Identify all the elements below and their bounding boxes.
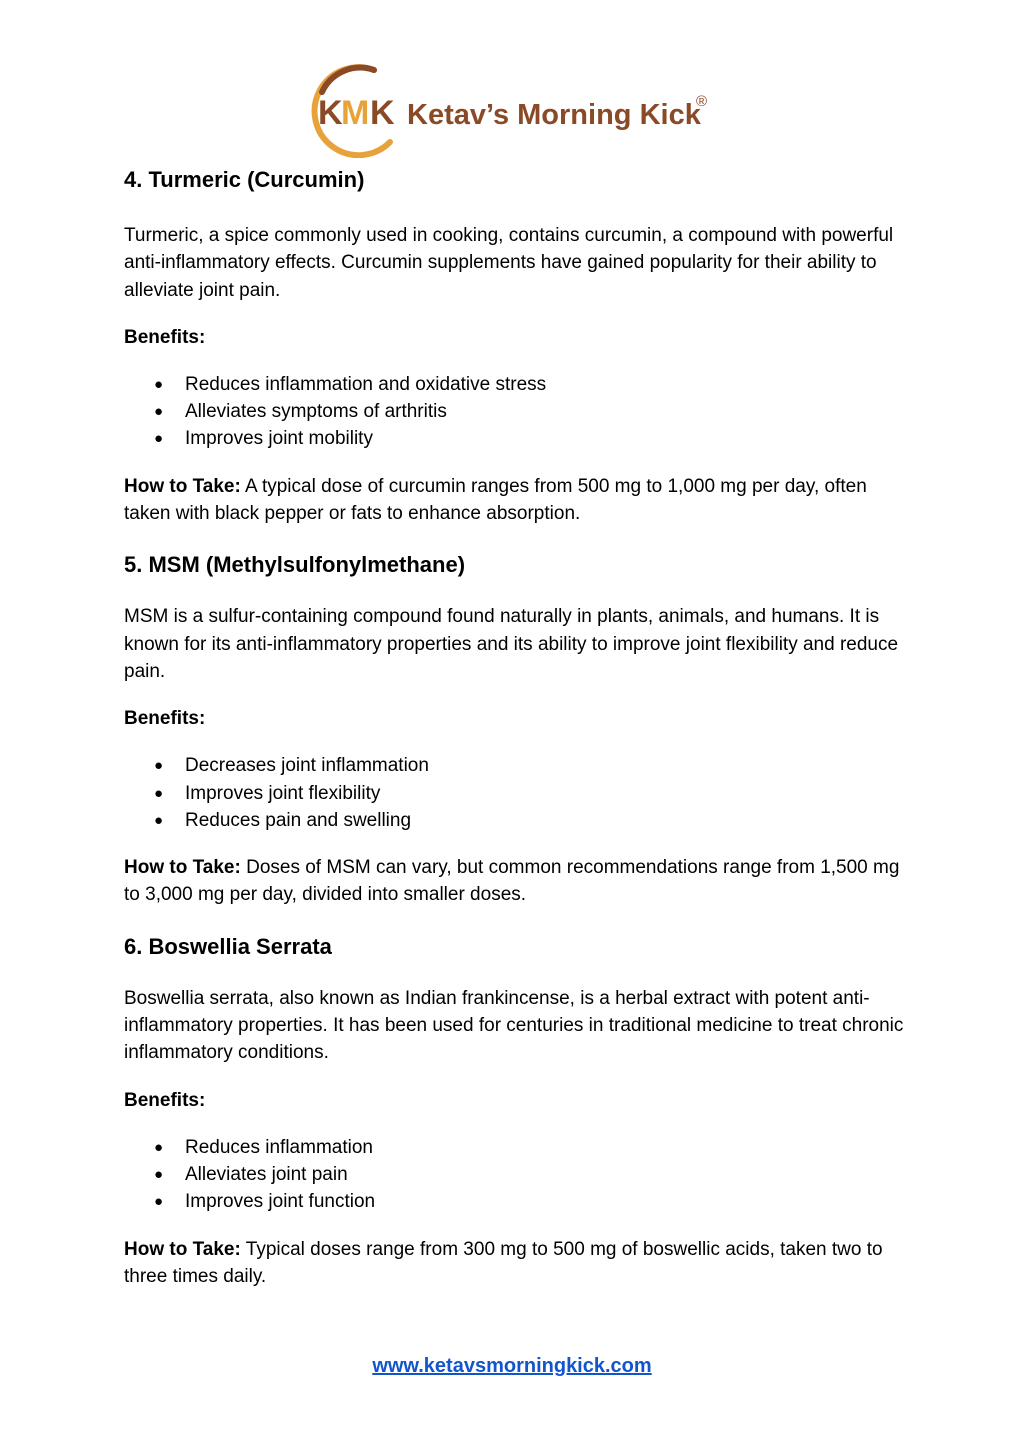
benefits-label: Benefits: (124, 326, 206, 348)
bullet-icon: ● (154, 1165, 164, 1183)
bullet-icon: ● (154, 1193, 164, 1211)
bullet-icon: ● (154, 375, 164, 393)
how-to-take (124, 473, 914, 528)
svg-text:®: ® (696, 93, 708, 110)
how-to-take (124, 854, 914, 909)
svg-text:K: K (318, 94, 343, 132)
section-msm (124, 551, 914, 908)
bullet-icon: ● (154, 784, 164, 802)
section-title: 6. Boswellia Serrata (124, 933, 332, 959)
list-item: ● Alleviates symptoms of arthritis (124, 398, 914, 425)
benefits-list (124, 752, 914, 834)
how-to-take-label: How to Take: (124, 857, 241, 879)
svg-text:K: K (370, 94, 395, 132)
section-description: MSM is a sulfur-containing compound found naturally in plants, animals, and humans. It is known for its anti-inflammatory properties and its ability to improve joint flexibility and reduce pain. (124, 606, 899, 682)
how-to-take-text: A typical dose of curcumin ranges from 500 mg to 1,000 mg per day, often taken with black pepper or fats to enhance absorption. (124, 475, 867, 525)
benefits-label: Benefits: (124, 1089, 206, 1111)
how-to-take-label: How to Take: (124, 475, 241, 497)
how-to-take-label: How to Take: (124, 1238, 241, 1260)
section-boswellia (124, 933, 914, 1290)
list-item: ● Improves joint mobility (124, 425, 914, 452)
section-title: 5. MSM (Methylsulfonylmethane) (124, 552, 466, 578)
list-item: ● Alleviates joint pain (124, 1161, 914, 1188)
bullet-icon: ● (154, 811, 164, 829)
brand-logo (304, 64, 724, 158)
bullet-icon: ● (154, 757, 164, 775)
how-to-take (124, 1236, 914, 1291)
svg-text:Ketav’s Morning Kick: Ketav’s Morning Kick (407, 99, 701, 131)
section-title: 4. Turmeric (Curcumin) (124, 167, 365, 192)
list-item: ● Reduces inflammation and oxidative stress (124, 371, 914, 398)
bullet-icon: ● (154, 430, 164, 448)
bullet-icon: ● (154, 1138, 164, 1156)
list-item: ● Improves joint function (124, 1188, 914, 1215)
benefits-label: Benefits: (124, 708, 206, 730)
how-to-take-text: Typical doses range from 300 mg to 500 mg of boswellic acids, taken two to three times daily. (124, 1238, 883, 1287)
benefits-list (124, 371, 914, 453)
benefits-list (124, 1134, 914, 1216)
website-link[interactable]: www.ketavsmorningkick.com (372, 1355, 652, 1377)
footer (0, 1355, 1024, 1378)
bullet-icon: ● (154, 403, 164, 421)
section-description: Turmeric, a spice commonly used in cooking, contains curcumin, a compound with powerful anti-inflammatory effects. Curcumin supplements have gained popularity for their ability to alleviate joint pain. (124, 225, 894, 301)
how-to-take-text: Doses of MSM can vary, but common recommendations range from 1,500 mg to 3,000 mg per day, divided into smaller doses. (124, 857, 900, 906)
svg-text:M: M (341, 94, 370, 132)
list-item: ● Reduces pain and swelling (124, 807, 914, 834)
document-body (124, 160, 914, 1290)
list-item: ● Decreases joint inflammation (124, 752, 914, 779)
list-item: ● Improves joint flexibility (124, 780, 914, 807)
section-turmeric (124, 166, 914, 527)
list-item: ● Reduces inflammation (124, 1134, 914, 1161)
section-description: Boswellia serrata, also known as Indian frankincense, is a herbal extract with potent anti-inflammatory properties. It has been used for centuries in traditional medicine to treat chronic inflammatory conditions. (124, 987, 904, 1064)
